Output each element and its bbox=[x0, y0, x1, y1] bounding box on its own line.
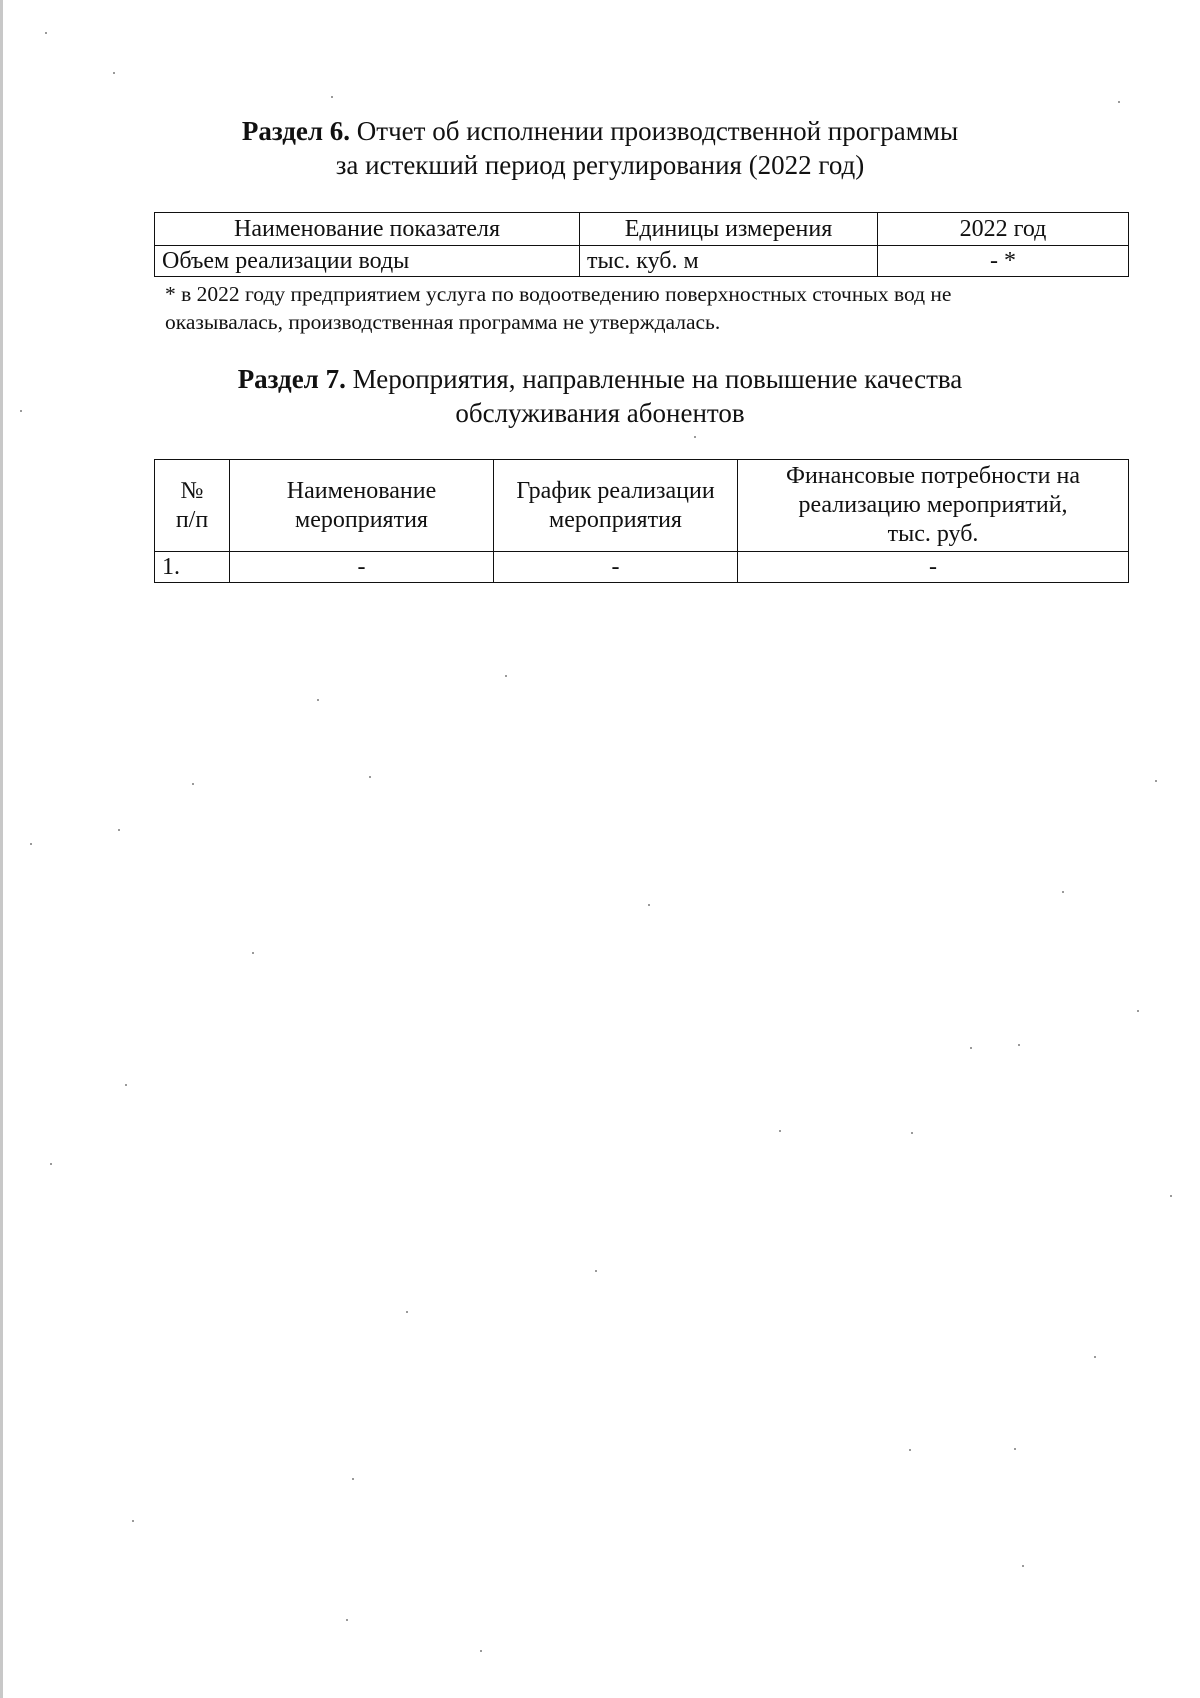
scan-speck bbox=[1022, 1565, 1024, 1567]
header-line: тыс. руб. bbox=[887, 521, 979, 547]
scan-speck bbox=[480, 1650, 482, 1652]
scan-speck bbox=[317, 699, 319, 701]
scan-speck bbox=[113, 72, 115, 74]
cell-financial-needs: - bbox=[738, 552, 1129, 583]
table-row bbox=[155, 552, 1129, 583]
scan-speck bbox=[505, 675, 507, 677]
scan-speck bbox=[1155, 780, 1157, 782]
scan-speck bbox=[1062, 891, 1064, 893]
scan-speck bbox=[252, 952, 254, 954]
scan-speck bbox=[648, 904, 650, 906]
section-6-label: Раздел 6. bbox=[241, 116, 351, 146]
scan-speck bbox=[50, 1163, 52, 1165]
scan-speck bbox=[192, 783, 194, 785]
scan-speck bbox=[1014, 1448, 1016, 1450]
scan-speck bbox=[406, 1311, 408, 1313]
scan-speck bbox=[30, 843, 32, 845]
scan-speck bbox=[331, 96, 333, 98]
section-7-title bbox=[0, 362, 1200, 430]
header-line: № bbox=[180, 477, 204, 504]
scan-speck bbox=[1170, 1195, 1172, 1197]
cell-year-value: - * bbox=[878, 246, 1129, 277]
header-line: реализацию мероприятий, bbox=[798, 492, 1068, 518]
header-line: п/п bbox=[175, 506, 209, 533]
production-program-report-table bbox=[154, 212, 1129, 277]
section-6-title bbox=[0, 114, 1200, 182]
section-6-title-line-2: за истекший период регулирования (2022 год) bbox=[335, 150, 865, 180]
scan-speck bbox=[1094, 1356, 1096, 1358]
scan-speck bbox=[779, 1130, 781, 1132]
header-line: мероприятия bbox=[295, 506, 428, 533]
footnote-line-2: оказывалась, производственная программа не утверждалась. bbox=[165, 310, 721, 334]
header-measure-name bbox=[230, 460, 494, 552]
scan-speck bbox=[694, 436, 696, 438]
scan-speck bbox=[346, 1619, 348, 1621]
scan-speck bbox=[352, 1478, 354, 1480]
cell-measure-name: - bbox=[230, 552, 494, 583]
cell-indicator-name: Объем реализации воды bbox=[155, 246, 580, 277]
table-header-row bbox=[155, 460, 1129, 552]
section-7-title-text: Мероприятия, направленные на повышение качества bbox=[352, 364, 963, 394]
cell-implementation-schedule: - bbox=[494, 552, 738, 583]
scan-left-edge bbox=[0, 0, 3, 1698]
scan-speck bbox=[132, 1520, 134, 1522]
header-line: График реализации bbox=[516, 477, 715, 504]
scan-speck bbox=[125, 1084, 127, 1086]
section-7-title-line-1 bbox=[0, 362, 1200, 396]
service-quality-measures-table bbox=[154, 459, 1129, 583]
scan-speck bbox=[45, 32, 47, 34]
header-line: Наименование bbox=[286, 477, 437, 504]
header-line: мероприятия bbox=[549, 506, 682, 533]
table-header-row bbox=[155, 213, 1129, 246]
header-line: Финансовые потребности на bbox=[786, 463, 1080, 489]
header-financial-needs bbox=[738, 460, 1129, 552]
table-row bbox=[155, 246, 1129, 277]
footnote-line-1: * в 2022 году предприятием услуга по водоотведению поверхностных сточных вод не bbox=[165, 282, 952, 306]
scan-speck bbox=[909, 1449, 911, 1451]
section-6-title-line-1 bbox=[0, 114, 1200, 148]
section-7-title-line-2: обслуживания абонентов bbox=[455, 398, 745, 428]
header-year: 2022 год bbox=[878, 213, 1129, 246]
cell-unit: тыс. куб. м bbox=[580, 246, 878, 277]
cell-row-number: 1. bbox=[155, 552, 230, 583]
header-unit: Единицы измерения bbox=[580, 213, 878, 246]
header-row-number bbox=[155, 460, 230, 552]
scan-speck bbox=[118, 829, 120, 831]
scan-speck bbox=[369, 776, 371, 778]
scan-speck bbox=[595, 1270, 597, 1272]
scan-speck bbox=[1018, 1044, 1020, 1046]
section-6-footnote bbox=[165, 280, 1125, 336]
scan-speck bbox=[1137, 1010, 1139, 1012]
header-implementation-schedule bbox=[494, 460, 738, 552]
scan-speck bbox=[970, 1047, 972, 1049]
scan-speck bbox=[911, 1132, 913, 1134]
section-7-label: Раздел 7. bbox=[237, 364, 346, 394]
header-indicator-name: Наименование показателя bbox=[155, 213, 580, 246]
section-6-title-text: Отчет об исполнении производственной программы bbox=[356, 116, 959, 146]
scan-speck bbox=[1118, 101, 1120, 103]
